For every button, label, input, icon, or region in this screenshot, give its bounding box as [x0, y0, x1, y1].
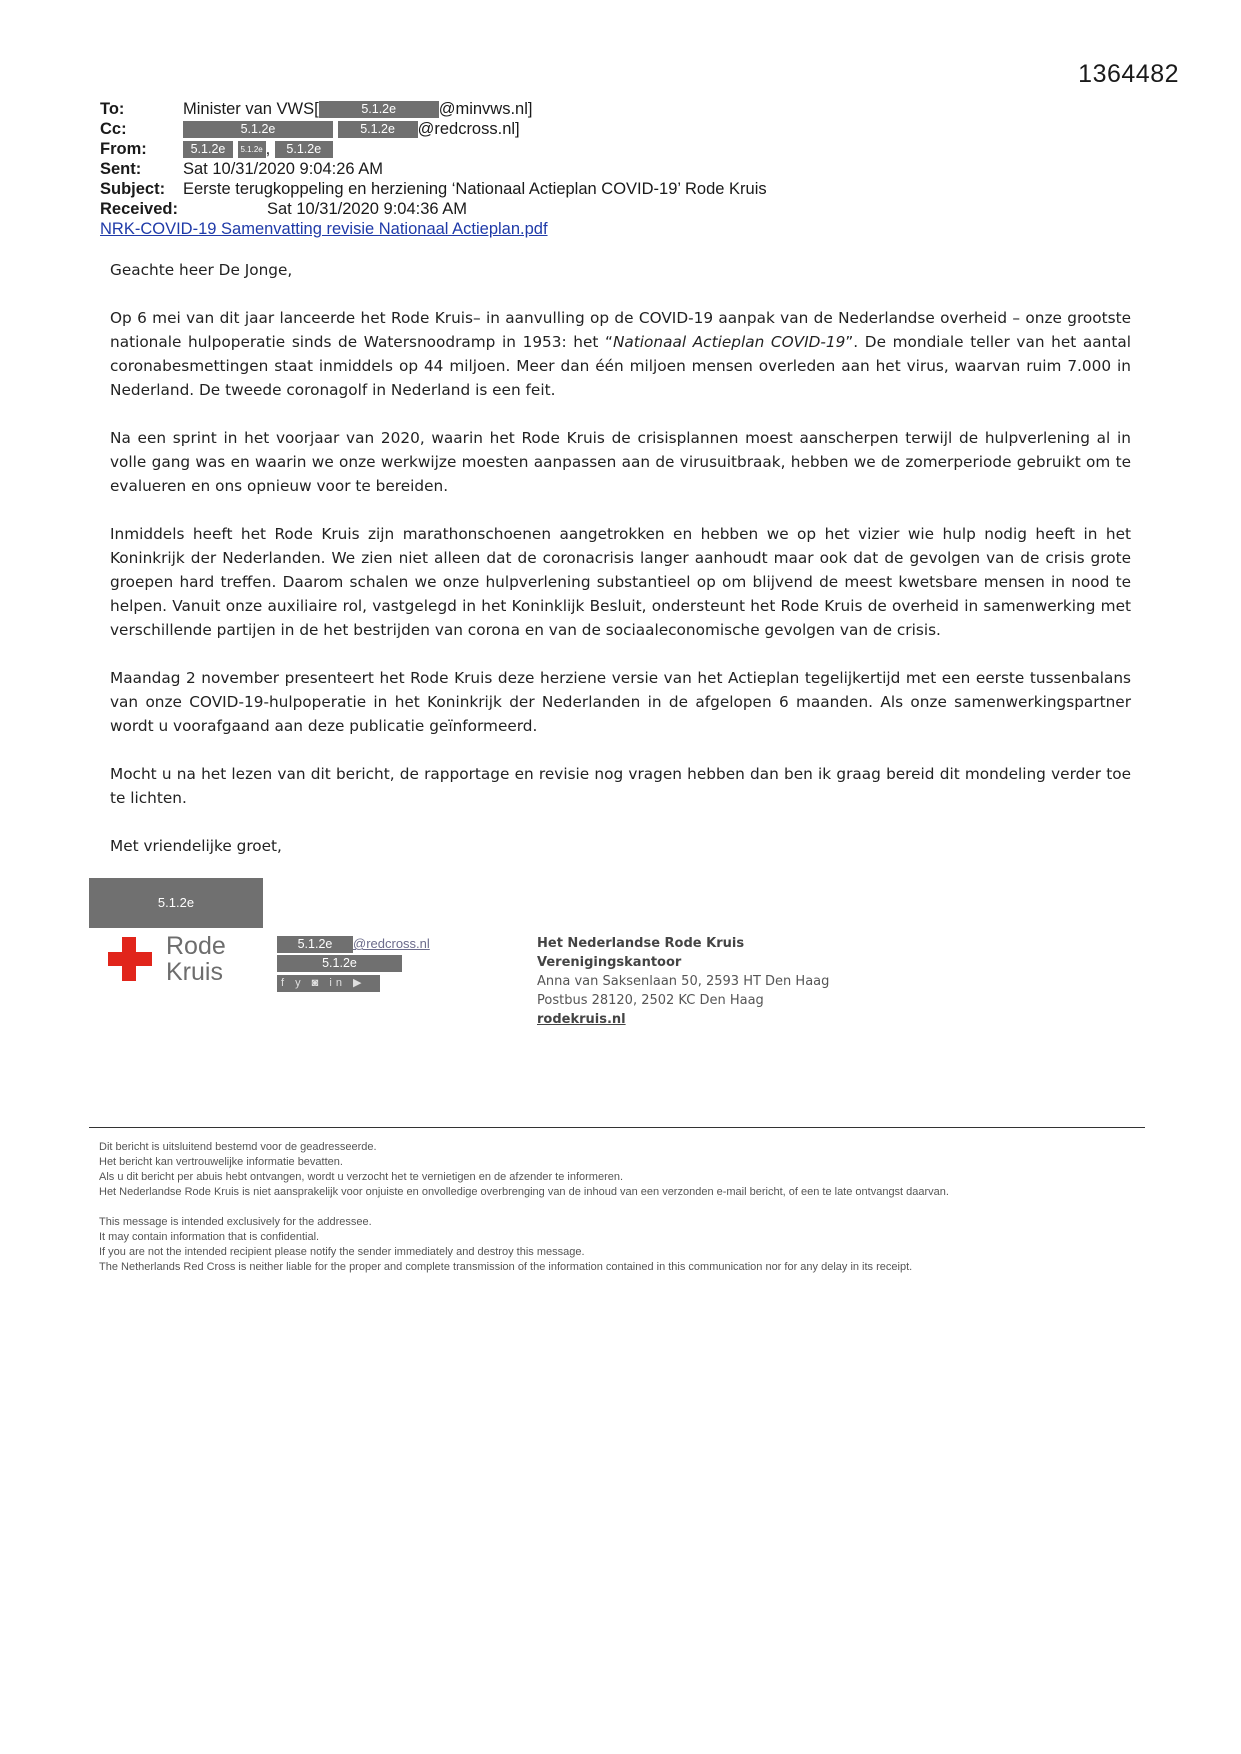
organization-block	[537, 934, 829, 1029]
disclaimer-nl-4: Het Nederlandse Rode Kruis is niet aansprakelijk voor onjuiste en onvolledige overbrenging van de inhoud van een verzonden e-mail bericht, of een te late ontvangst daarvan.	[99, 1186, 949, 1198]
disclaimer-en-1: This message is intended exclusively for the addressee.	[99, 1216, 372, 1228]
actieplan-title: Nationaal Actieplan COVID-19	[612, 333, 846, 351]
cc-redaction-2: 5.1.2e	[338, 121, 418, 138]
attachment-row	[100, 220, 548, 240]
disclaimer-en-3: If you are not the intended recipient please notify the sender immediately and destroy this message.	[99, 1246, 585, 1258]
cc-redaction-1: 5.1.2e	[183, 121, 333, 138]
from-value	[183, 140, 333, 160]
to-name: Minister van VWS[	[183, 100, 319, 118]
from-redaction-2: 5.1.2e	[238, 141, 266, 158]
paragraph-1-end: ”. De mondiale teller van het aantal coronabesmettingen staat inmiddels op 44 miljoen. Meer dan één miljoen mensen overleden aan het virus, waarvan ruim 7.000 in Nederland. De tweede coronagolf in Nederland is een feit.	[110, 333, 1131, 399]
disclaimer	[99, 1140, 949, 1275]
paragraph-5: Mocht u na het lezen van dit bericht, de rapportage en revisie nog vragen hebben dan ben ik graag bereid dit mondeling verder toe te lichten.	[110, 765, 1131, 807]
cc-row	[100, 120, 548, 140]
paragraph-1-start: Op 6 mei van dit jaar lanceerde het Rode Kruis– in aanvulling op de COVID-19 aanpak van de Nederlandse overheid – onze grootste nationale hulpoperatie sinds de Watersnoodramp in 1953: het “	[110, 309, 1131, 351]
paragraph-4: Maandag 2 november presenteert het Rode Kruis deze herziene versie van het Actieplan tegelijkertijd met een eerste tussenbalans van onze COVID-19-hulpoperatie in het Koninkrijk der Nederlanden in de afgelopen 6 maanden. Als onze samenwerkingspartner wordt u voorafgaand aan deze publicatie geïnformeerd.	[110, 669, 1131, 735]
received-value: Sat 10/31/2020 9:04:36 AM	[267, 200, 467, 218]
cc-label: Cc:	[100, 120, 127, 138]
subject-label: Subject:	[100, 180, 166, 198]
logo-word-kruis: Kruis	[166, 958, 223, 986]
cc-value	[183, 120, 520, 140]
attachment-link[interactable]: NRK-COVID-19 Samenvatting revisie Nationaal Actieplan.pdf	[100, 220, 548, 238]
paragraph-3: Inmiddels heeft het Rode Kruis zijn marathonschoenen aangetrokken en hebben we op het vizier wie hulp nodig heeft in het Koninkrijk der Nederlanden. We zien niet alleen dat de coronacrisis langer aanhoudt maar ook dat de gevolgen van de crisis grote groepen hard treffen. Daarom schalen we onze hulpverlening substantieel op om blijvend de meest kwetsbare mensen in nood te helpen. Vanuit onze auxiliaire rol, vastgelegd in het Koninklijk Besluit, ondersteunt het Rode Kruis de overheid in samenwerking met verschillende partijen in de het bestrijden van corona en van de sociaaleconomische gevolgen van de crisis.	[110, 525, 1131, 639]
logo-word-rode: Rode	[166, 932, 226, 960]
org-website-link[interactable]: rodekruis.nl	[537, 1012, 626, 1027]
from-redaction-3: 5.1.2e	[275, 141, 333, 158]
received-row	[100, 200, 548, 220]
disclaimer-nl-1: Dit bericht is uitsluitend bestemd voor de geadresseerde.	[99, 1141, 377, 1153]
to-row	[100, 100, 548, 120]
document-id: 1364482	[1078, 60, 1179, 88]
paragraph-1	[110, 306, 1131, 402]
disclaimer-gap	[99, 1200, 949, 1215]
org-address: Anna van Saksenlaan 50, 2593 HT Den Haag	[537, 974, 830, 989]
sent-value: Sat 10/31/2020 9:04:26 AM	[183, 160, 383, 178]
subject-row	[100, 180, 767, 200]
signature-email-domain[interactable]: @redcross.nl	[353, 936, 430, 951]
to-label: To:	[100, 100, 125, 118]
to-domain: @minvws.nl]	[438, 100, 533, 118]
sent-label: Sent:	[100, 160, 142, 178]
email-header	[100, 100, 767, 240]
paragraph-2: Na een sprint in het voorjaar van 2020, waarin het Rode Kruis de crisisplannen moest aanscherpen terwijl de hulpverlening al in volle gang was en waarin we onze werkwijze moesten aanpassen aan de virusuitbraak, hebben we de zomerperiode gebruikt om te evalueren en ons opnieuw voor te bereiden.	[110, 429, 1131, 495]
to-value	[183, 100, 532, 120]
signature-contact	[277, 934, 430, 992]
org-name: Het Nederlandse Rode Kruis	[537, 936, 745, 951]
signature-phone-redaction: 5.1.2e	[277, 955, 402, 972]
org-office: Verenigingskantoor	[537, 955, 682, 970]
signature-phone-line	[277, 953, 430, 972]
sent-row	[100, 160, 548, 180]
salutation: Geachte heer De Jonge,	[110, 261, 293, 279]
disclaimer-nl-2: Het bericht kan vertrouwelijke informatie bevatten.	[99, 1156, 343, 1168]
signature-name-redaction: 5.1.2e	[89, 878, 263, 928]
to-redaction: 5.1.2e	[319, 101, 439, 118]
red-cross-icon-bar	[108, 952, 152, 966]
disclaimer-en-2: It may contain information that is confidential.	[99, 1231, 320, 1243]
social-media-icons[interactable]: f y ◙ in ▶	[277, 975, 380, 992]
subject-value: Eerste terugkoppeling en herziening ‘Nationaal Actieplan COVID-19’ Rode Kruis	[183, 180, 767, 198]
signature-email-redaction: 5.1.2e	[277, 936, 353, 953]
from-row	[100, 140, 548, 160]
received-label: Received:	[100, 200, 178, 218]
disclaimer-en-4: The Netherlands Red Cross is neither liable for the proper and complete transmission of the information contained in this communication nor for any delay in its receipt.	[99, 1261, 913, 1273]
disclaimer-divider	[89, 1127, 1145, 1128]
social-icons-line	[277, 972, 430, 992]
email-body	[110, 258, 1131, 882]
signature-email-line	[277, 934, 430, 953]
cc-domain: @redcross.nl]	[417, 120, 520, 138]
from-label: From:	[100, 140, 147, 158]
from-redaction-1: 5.1.2e	[183, 141, 233, 158]
closing: Met vriendelijke groet,	[110, 837, 282, 855]
disclaimer-nl-3: Als u dit bericht per abuis hebt ontvangen, wordt u verzocht het te vernietigen en de afzender te informeren.	[99, 1171, 624, 1183]
org-postbus: Postbus 28120, 2502 KC Den Haag	[537, 993, 764, 1008]
rode-kruis-logo	[108, 932, 258, 992]
from-separator: ,	[265, 140, 271, 158]
